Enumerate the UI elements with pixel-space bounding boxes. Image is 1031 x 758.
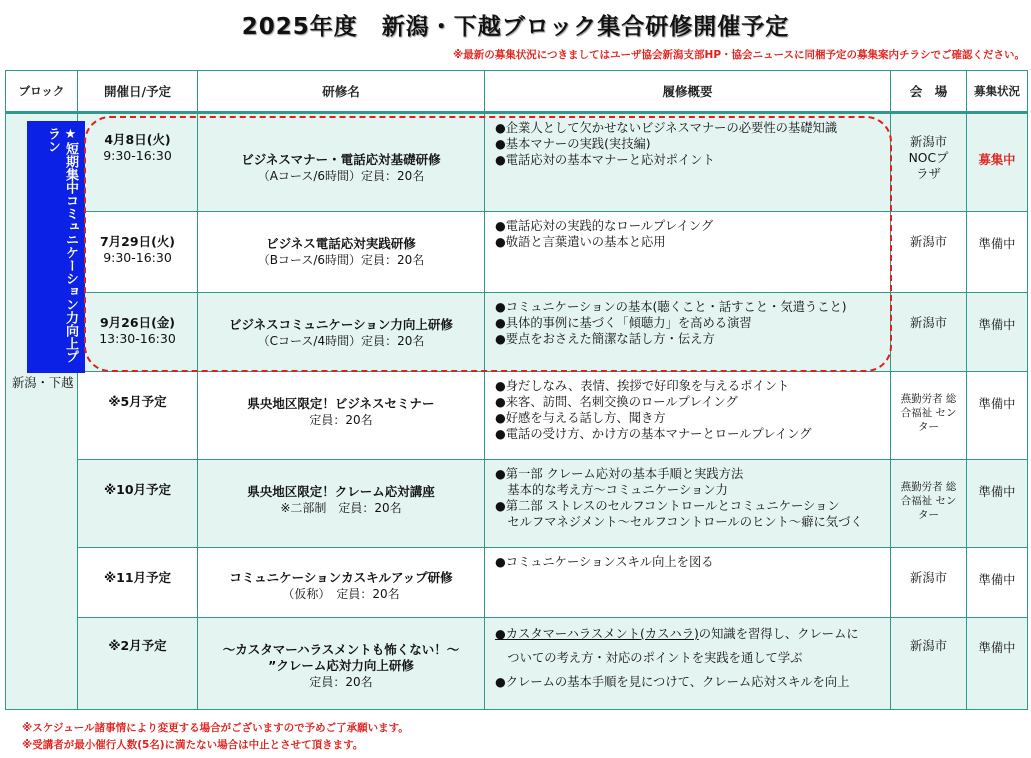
course-cell	[198, 212, 485, 293]
course-name: ビジネスマナー・電話応対基礎研修	[241, 152, 441, 167]
status-cell	[967, 113, 1028, 212]
date-cell	[78, 372, 198, 460]
overview-text: ●電話応対の実践的なロールプレイング ●敬語と言葉遣いの基本と応用	[495, 219, 714, 249]
status-badge: 準備中	[978, 318, 1016, 332]
overview-text: ●身だしなみ、表情、挨拶で好印象を与えるポイント ●来客、訪問、名刺交換のロールプレイング ●好感を与える話し方、聞き方 ●電話の受け方、かけ方の基本マナーとロールプレイング	[495, 379, 812, 441]
course-sub: （Bコース/6時間）定員：20名	[257, 253, 425, 267]
table-header-row	[6, 71, 1028, 113]
status-badge: 準備中	[978, 485, 1016, 499]
course-sub: ※二部制 定員：20名	[280, 501, 402, 515]
venue-cell	[891, 293, 967, 372]
venue-cell	[891, 618, 967, 710]
date-cell	[78, 293, 198, 372]
course-cell	[198, 372, 485, 460]
status-cell	[967, 372, 1028, 460]
notice-text: ※最新の募集状況につきましてはユーザ協会新潟支部HP・協会ニュースに同梱予定の募集案内チラシでご確認ください。	[453, 49, 1025, 61]
date-time: 13:30-16:30	[99, 331, 176, 346]
overview-text: ●コミュニケーションの基本(聴くこと・話すこと・気遣うこと) ●具体的事例に基づく「傾聴力」を高める演習 ●要点をおさえた簡潔な話し方・伝え方	[495, 300, 847, 346]
course-name: コミュニケーションカスキルアップ研修	[229, 570, 453, 585]
venue-text: 新潟市	[910, 316, 947, 330]
block-label: 新潟・下越	[12, 376, 74, 390]
date-main: ※2月予定	[108, 638, 167, 653]
overview-text: ついての考え方・対応のポイントを実践を通して学ぶ ●クレームの基本手順を見につけて、クレーム応対スキルを向上	[495, 651, 850, 689]
table-row	[6, 372, 1028, 460]
course-name: 県央地区限定！クレーム応対講座	[247, 484, 435, 499]
header-venue: 会 場	[891, 71, 967, 113]
overview-cell	[485, 293, 891, 372]
course-sub: （Cコース/4時間）定員：20名	[257, 334, 425, 348]
overview-cell	[485, 618, 891, 710]
venue-text: 新潟市	[910, 639, 947, 653]
status-cell	[967, 548, 1028, 618]
course-cell	[198, 293, 485, 372]
table-row	[6, 548, 1028, 618]
status-cell	[967, 293, 1028, 372]
date-cell	[78, 618, 198, 710]
header-block: ブロック	[6, 71, 78, 113]
venue-text: 燕勤労者 総合福祉 センター	[900, 481, 957, 521]
date-time: 9:30-16:30	[103, 250, 172, 265]
course-name: ～カスタマーハラスメントも怖くない！～ ”クレーム応対力向上研修	[222, 642, 460, 673]
page-title: 2025年度 新潟・下越ブロック集合研修開催予定	[241, 14, 790, 40]
venue-cell	[891, 212, 967, 293]
date-main: ※5月予定	[108, 394, 167, 409]
course-name: ビジネス電話応対実践研修	[266, 236, 416, 251]
overview-text: ●企業人として欠かせないビジネスマナーの必要性の基礎知識 ●基本マナーの実践(実技編) ●電話応対の基本マナーと応対ポイント	[495, 121, 838, 167]
status-cell	[967, 460, 1028, 548]
table-row	[6, 618, 1028, 710]
course-sub: （仮称） 定員：20名	[282, 587, 400, 601]
status-badge: 準備中	[978, 641, 1016, 655]
header-course: 研修名	[198, 71, 485, 113]
venue-cell	[891, 548, 967, 618]
venue-text: 燕勤労者 総合福祉 センター	[900, 393, 957, 433]
course-cell	[198, 618, 485, 710]
status-badge: 準備中	[978, 397, 1016, 411]
date-main: ※10月予定	[103, 482, 172, 497]
status-badge: 募集中	[978, 153, 1016, 167]
course-cell	[198, 113, 485, 212]
date-cell	[78, 113, 198, 212]
overview-cell	[485, 113, 891, 212]
overview-cell	[485, 212, 891, 293]
header-status: 募集状況	[967, 71, 1028, 113]
status-badge: 準備中	[978, 573, 1016, 587]
venue-text: 新潟市	[910, 571, 947, 585]
course-cell	[198, 548, 485, 618]
course-sub: 定員：20名	[309, 675, 373, 689]
overview-underlined: ●カスタマーハラスメント(カスハラ)	[495, 627, 699, 641]
footnote: ※受講者が最小催行人数(5名)に満たない場合は中止とさせて頂きます。	[22, 739, 364, 751]
venue-text: 新潟市	[910, 235, 947, 249]
table-row	[6, 293, 1028, 372]
overview-text: ●第一部 クレーム応対の基本手順と実践方法 基本的な考え方～コミュニケーション力 ●第二部 ストレスのセルフコントロールとコミュニケーション セルフマネジメント～セルフコントロールのヒント～癖に気づく	[495, 467, 863, 529]
course-sub: （Aコース/6時間）定員：20名	[257, 169, 425, 183]
schedule-table	[5, 70, 1028, 710]
table-row	[6, 212, 1028, 293]
date-main: 9月26日(金)	[99, 315, 176, 330]
course-name: 県央地区限定！ビジネスセミナー	[247, 396, 435, 411]
header-date: 開催日/予定	[78, 71, 198, 113]
date-cell	[78, 548, 198, 618]
footnote: ※スケジュール諸事情により変更する場合がございますので予めご了承願います。	[22, 722, 409, 734]
course-name: ビジネスコミュニケーション力向上研修	[229, 317, 453, 332]
venue-cell	[891, 460, 967, 548]
venue-text: 新潟市 NOCプラザ	[908, 135, 949, 181]
status-badge: 準備中	[978, 237, 1016, 251]
course-cell	[198, 460, 485, 548]
date-main: 4月8日(火)	[104, 132, 171, 147]
overview-cell	[485, 460, 891, 548]
status-cell	[967, 618, 1028, 710]
date-time: 9:30-16:30	[103, 148, 172, 163]
date-cell	[78, 212, 198, 293]
status-cell	[967, 212, 1028, 293]
date-cell	[78, 460, 198, 548]
venue-cell	[891, 372, 967, 460]
date-main: ※11月予定	[103, 570, 172, 585]
plan-label-box: ★短期集中コミュニケーション力向上プラン	[27, 121, 85, 373]
table-row	[6, 113, 1028, 212]
course-sub: 定員：20名	[309, 413, 373, 427]
date-main: 7月29日(火)	[99, 234, 176, 249]
overview-cell	[485, 548, 891, 618]
table-row	[6, 460, 1028, 548]
overview-line1-rest: の知識を習得し、クレームに	[698, 627, 859, 641]
venue-cell	[891, 113, 967, 212]
overview-text: ●コミュニケーションスキル向上を図る	[495, 555, 714, 569]
header-overview: 履修概要	[485, 71, 891, 113]
overview-cell	[485, 372, 891, 460]
